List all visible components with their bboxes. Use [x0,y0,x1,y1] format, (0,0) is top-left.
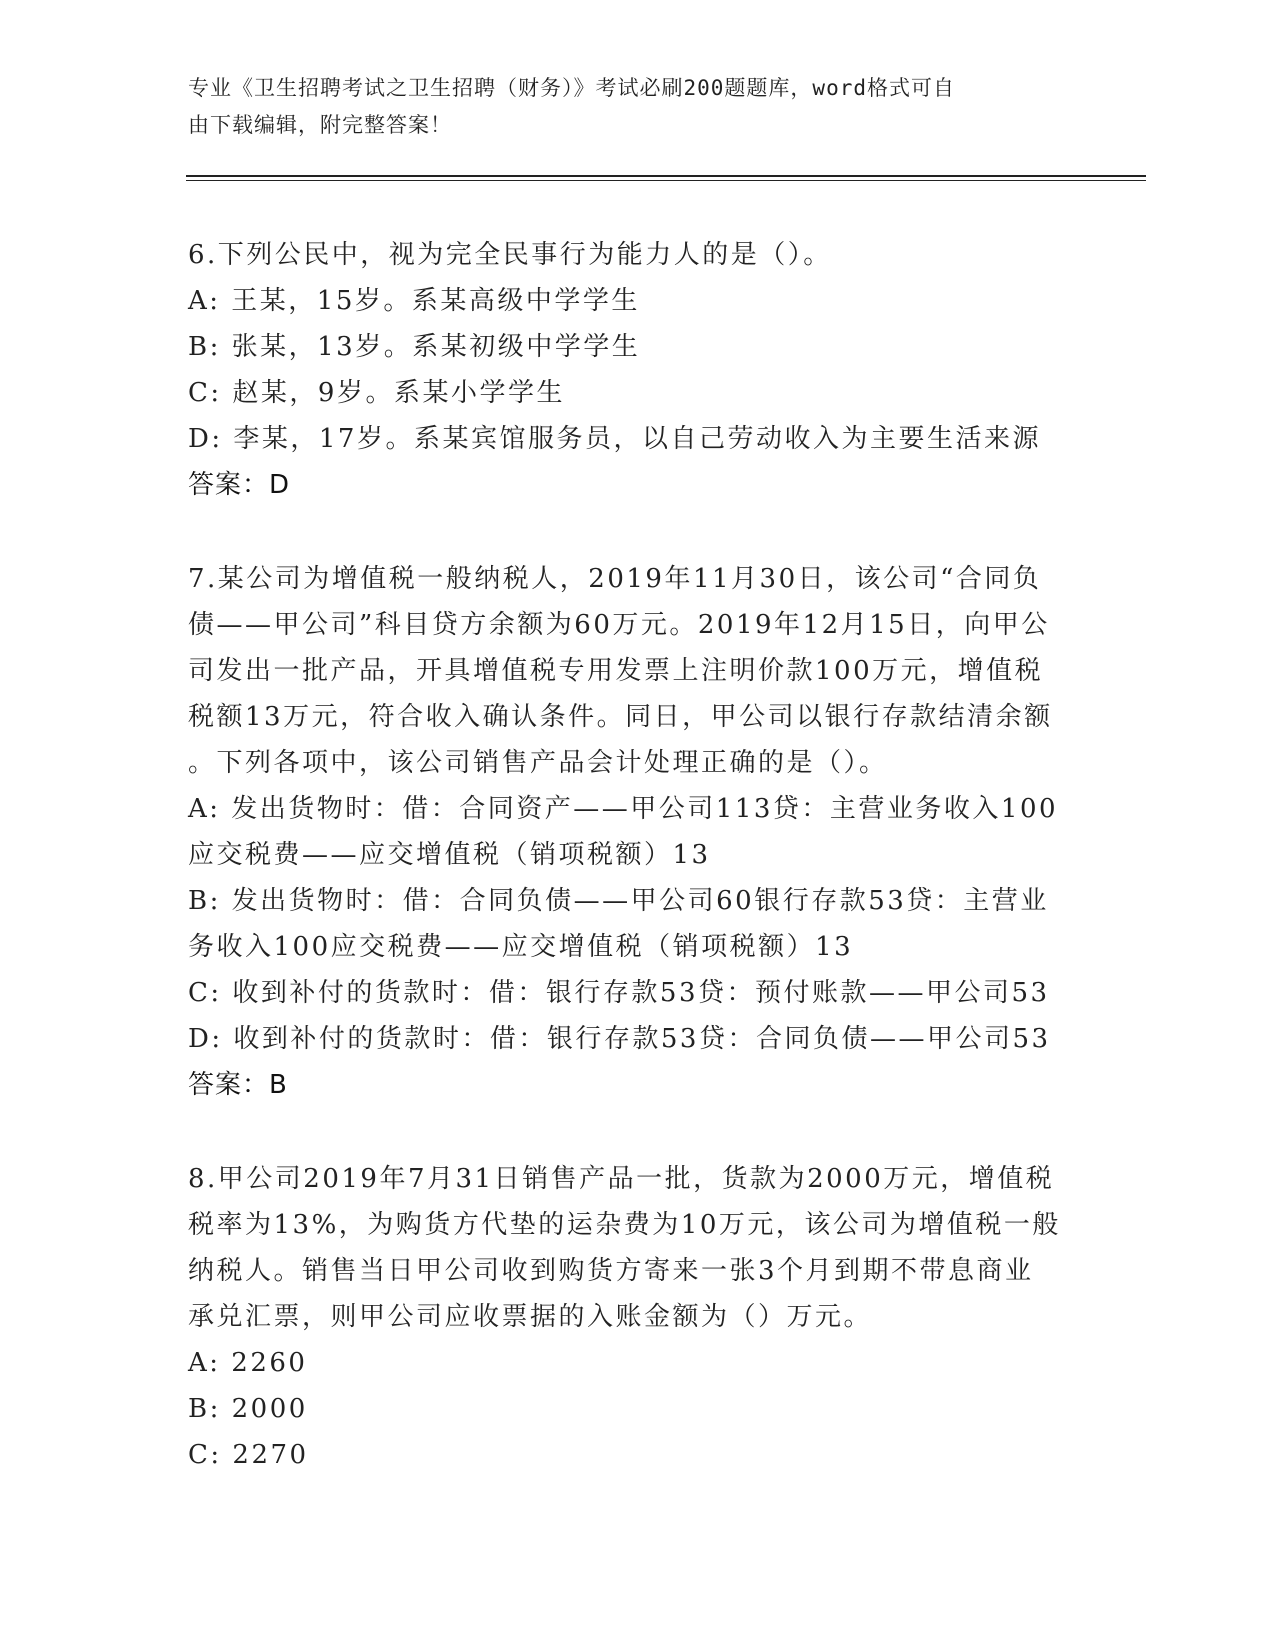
option-c: C: 2270 [188,1440,309,1470]
option-b: B: 张某，13岁。系某初级中学学生 [188,332,641,362]
option-d: D: 收到补付的货款时：借：银行存款53贷：合同负债——甲公司53 [188,1024,1051,1054]
answer-label: 答案：B [188,1070,288,1100]
header-divider-thin [186,180,1146,181]
question-stem: 税率为13%，为购货方代垫的运杂费为10万元，该公司为增值税一般 [188,1210,1061,1240]
option-a-continued: 应交税费——应交增值税（销项税额）13 [188,840,711,870]
header-line-1: 专业《卫生招聘考试之卫生招聘（财务）》考试必刷200题题库，word格式可自 [188,76,955,100]
option-a: A: 2260 [188,1348,308,1378]
option-b-continued: 务收入100应交税费——应交增值税（销项税额）13 [188,932,854,962]
question-list [188,232,1088,1526]
option-b: B: 发出货物时：借：合同负债——甲公司60银行存款53贷：主营业 [188,886,1049,916]
question-7 [188,556,1088,1108]
answer-label: 答案：D [188,470,291,500]
option-c: C: 赵某，9岁。系某小学学生 [188,378,565,408]
question-stem: 承兑汇票，则甲公司应收票据的入账金额为（）万元。 [188,1302,873,1332]
question-stem: 债——甲公司”科目贷方余额为60万元。2019年12月15日，向甲公 [188,610,1050,640]
option-b: B: 2000 [188,1394,308,1424]
question-stem: 司发出一批产品，开具增值税专用发票上注明价款100万元，增值税 [188,656,1044,686]
question-stem: 6.下列公民中，视为完全民事行为能力人的是（）。 [188,240,832,270]
question-stem: 7.某公司为增值税一般纳税人，2019年11月30日，该公司“合同负 [188,564,1042,594]
question-stem: 。下列各项中，该公司销售产品会计处理正确的是（）。 [188,748,888,778]
option-c: C: 收到补付的货款时：借：银行存款53贷：预付账款——甲公司53 [188,978,1050,1008]
option-a: A: 王某，15岁。系某高级中学学生 [188,286,640,316]
question-stem: 税额13万元，符合收入确认条件。同日，甲公司以银行存款结清余额 [188,702,1053,732]
header-divider-thick [186,175,1146,177]
question-8 [188,1156,1088,1478]
option-d: D: 李某，17岁。系某宾馆服务员，以自己劳动收入为主要生活来源 [188,424,1041,454]
question-stem: 8.甲公司2019年7月31日销售产品一批，货款为2000万元，增值税 [188,1164,1055,1194]
option-a: A: 发出货物时：借：合同资产——甲公司113贷：主营业务收入100 [188,794,1059,824]
question-6 [188,232,1088,508]
header-line-2: 由下载编辑，附完整答案！ [188,113,452,137]
question-stem: 纳税人。销售当日甲公司收到购货方寄来一张3个月到期不带息商业 [188,1256,1034,1286]
document-header [188,70,1068,144]
